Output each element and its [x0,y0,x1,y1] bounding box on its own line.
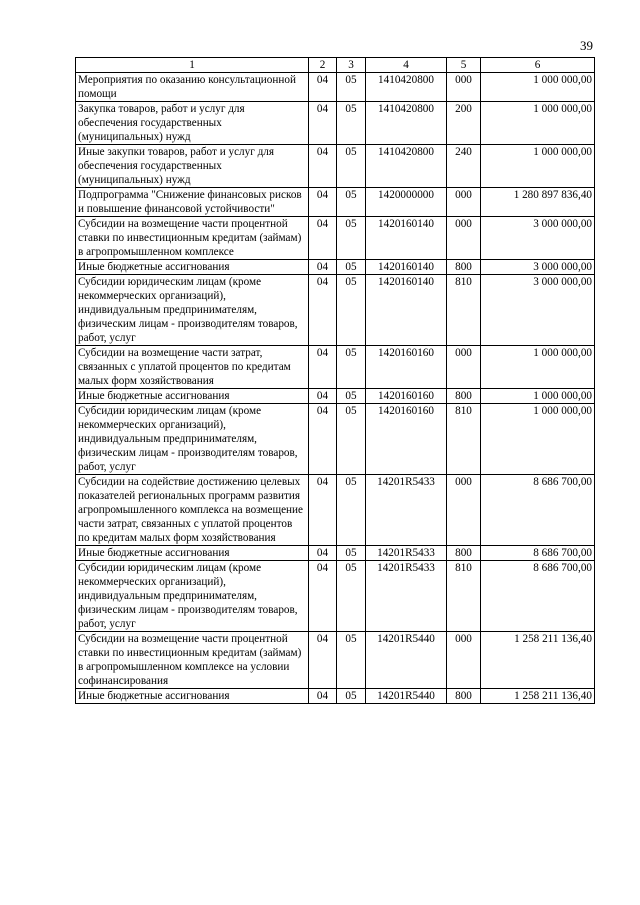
row-expense-type-cell: 810 [447,561,481,632]
row-expense-type-cell: 800 [447,689,481,704]
table-row [76,275,595,346]
row-expense-type-cell: 240 [447,145,481,188]
row-amount-cell: 1 258 211 136,40 [481,689,595,704]
row-target-article-cell: 14201R5433 [366,475,447,546]
row-amount-cell: 1 000 000,00 [481,73,595,102]
row-subsection-cell: 05 [337,346,366,389]
row-subsection-cell: 05 [337,561,366,632]
row-subsection-cell: 05 [337,145,366,188]
row-amount-cell: 3 000 000,00 [481,275,595,346]
column-header-3: 3 [337,58,366,73]
row-name-cell: Иные бюджетные ассигнования [76,389,309,404]
row-expense-type-cell: 000 [447,73,481,102]
row-section-cell: 04 [309,346,337,389]
row-amount-cell: 3 000 000,00 [481,217,595,260]
row-section-cell: 04 [309,73,337,102]
row-target-article-cell: 1420000000 [366,188,447,217]
row-name-cell: Иные бюджетные ассигнования [76,546,309,561]
row-name-cell: Мероприятия по оказанию консультационной помощи [76,73,309,102]
row-expense-type-cell: 800 [447,389,481,404]
row-amount-cell: 8 686 700,00 [481,561,595,632]
row-name-cell: Субсидии юридическим лицам (кроме некоммерческих организаций), индивидуальным предпринимателям, физическим лицам - производителям товаров, работ, услуг [76,561,309,632]
row-name-cell: Субсидии на возмещение части процентной ставки по инвестиционным кредитам (займам) в агропромышленном комплексе [76,217,309,260]
row-target-article-cell: 1410420800 [366,73,447,102]
row-subsection-cell: 05 [337,546,366,561]
table-row [76,346,595,389]
row-subsection-cell: 05 [337,475,366,546]
row-target-article-cell: 1420160160 [366,346,447,389]
table-row [76,389,595,404]
row-amount-cell: 1 000 000,00 [481,145,595,188]
table-row [76,632,595,689]
table-row [76,404,595,475]
table-row [76,73,595,102]
row-section-cell: 04 [309,475,337,546]
row-name-cell: Иные бюджетные ассигнования [76,260,309,275]
row-expense-type-cell: 000 [447,632,481,689]
row-name-cell: Субсидии юридическим лицам (кроме некоммерческих организаций), индивидуальным предпринимателям, физическим лицам - производителям товаров, работ, услуг [76,275,309,346]
table-row [76,188,595,217]
row-name-cell: Субсидии юридическим лицам (кроме некоммерческих организаций), индивидуальным предпринимателям, физическим лицам - производителям товаров, работ, услуг [76,404,309,475]
row-subsection-cell: 05 [337,389,366,404]
row-target-article-cell: 1420160140 [366,217,447,260]
row-name-cell: Субсидии на возмещение части процентной ставки по инвестиционным кредитам (займам) в агропромышленном комплексе на условии софинансирования [76,632,309,689]
row-subsection-cell: 05 [337,188,366,217]
row-subsection-cell: 05 [337,260,366,275]
column-header-5: 5 [447,58,481,73]
table-row [76,561,595,632]
column-header-4: 4 [366,58,447,73]
row-expense-type-cell: 800 [447,546,481,561]
row-name-cell: Субсидии на содействие достижению целевых показателей региональных программ развития агропромышленного комплекса на возмещение части затрат, связанных с уплатой процентов по кредитам малых форм хозяйствования [76,475,309,546]
table-row [76,475,595,546]
row-target-article-cell: 1420160140 [366,260,447,275]
row-amount-cell: 1 000 000,00 [481,102,595,145]
row-target-article-cell: 1420160140 [366,275,447,346]
row-subsection-cell: 05 [337,689,366,704]
row-amount-cell: 8 686 700,00 [481,546,595,561]
row-section-cell: 04 [309,404,337,475]
row-section-cell: 04 [309,145,337,188]
row-target-article-cell: 14201R5440 [366,632,447,689]
row-section-cell: 04 [309,260,337,275]
row-subsection-cell: 05 [337,275,366,346]
row-name-cell: Субсидии на возмещение части затрат, связанных с уплатой процентов по кредитам малых форм хозяйствования [76,346,309,389]
table-row [76,217,595,260]
row-name-cell: Иные закупки товаров, работ и услуг для обеспечения государственных (муниципальных) нужд [76,145,309,188]
column-header-6: 6 [481,58,595,73]
table-row [76,260,595,275]
row-target-article-cell: 14201R5440 [366,689,447,704]
row-section-cell: 04 [309,632,337,689]
row-amount-cell: 1 000 000,00 [481,404,595,475]
row-amount-cell: 1 258 211 136,40 [481,632,595,689]
row-subsection-cell: 05 [337,217,366,260]
row-target-article-cell: 14201R5433 [366,561,447,632]
row-expense-type-cell: 200 [447,102,481,145]
row-subsection-cell: 05 [337,102,366,145]
page-number: 39 [580,38,593,53]
row-expense-type-cell: 000 [447,475,481,546]
row-target-article-cell: 1420160160 [366,389,447,404]
row-expense-type-cell: 000 [447,217,481,260]
row-target-article-cell: 1410420800 [366,102,447,145]
row-section-cell: 04 [309,546,337,561]
row-target-article-cell: 1420160160 [366,404,447,475]
row-amount-cell: 8 686 700,00 [481,475,595,546]
row-section-cell: 04 [309,389,337,404]
row-section-cell: 04 [309,188,337,217]
row-expense-type-cell: 800 [447,260,481,275]
table-row [76,145,595,188]
row-section-cell: 04 [309,217,337,260]
row-target-article-cell: 14201R5433 [366,546,447,561]
row-expense-type-cell: 810 [447,275,481,346]
table-row [76,689,595,704]
row-section-cell: 04 [309,561,337,632]
row-section-cell: 04 [309,689,337,704]
table-header-row [76,58,595,73]
row-expense-type-cell: 000 [447,346,481,389]
row-target-article-cell: 1410420800 [366,145,447,188]
row-name-cell: Подпрограмма "Снижение финансовых рисков и повышение финансовой устойчивости" [76,188,309,217]
table-row [76,102,595,145]
row-section-cell: 04 [309,275,337,346]
row-name-cell: Иные бюджетные ассигнования [76,689,309,704]
row-subsection-cell: 05 [337,404,366,475]
table-row [76,546,595,561]
column-header-2: 2 [309,58,337,73]
row-expense-type-cell: 000 [447,188,481,217]
row-subsection-cell: 05 [337,73,366,102]
row-section-cell: 04 [309,102,337,145]
row-amount-cell: 1 280 897 836,40 [481,188,595,217]
column-header-1: 1 [76,58,309,73]
row-name-cell: Закупка товаров, работ и услуг для обеспечения государственных (муниципальных) нужд [76,102,309,145]
row-amount-cell: 1 000 000,00 [481,389,595,404]
row-amount-cell: 3 000 000,00 [481,260,595,275]
row-amount-cell: 1 000 000,00 [481,346,595,389]
budget-table [75,57,595,704]
row-expense-type-cell: 810 [447,404,481,475]
row-subsection-cell: 05 [337,632,366,689]
